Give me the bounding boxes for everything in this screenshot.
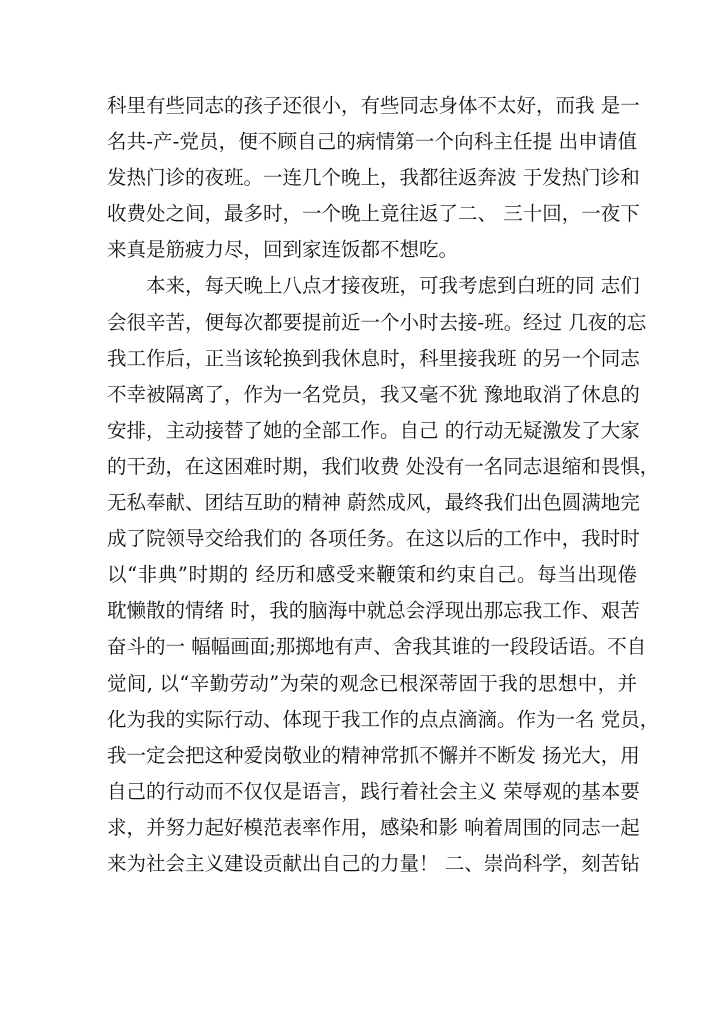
text-line: 收费处之间，最多时，一个晚上竟往返了二、 三十回，一夜下 [107, 202, 640, 226]
text-line: 名共-产-党员，便不顾自己的病情第一个向科主任提 出申请值 [107, 130, 637, 154]
text-line: 觉间, 以“辛勤劳动”为荣的观念已根深蒂固于我的思想中，并 [107, 671, 637, 695]
text-line: 来为社会主义建设贡献出自己的力量！ 二、崇尚科学，刻苦钻 [107, 851, 640, 875]
text-line: 自己的行动而不仅仅是语言，践行着社会主义 荣辱观的基本要 [107, 779, 640, 803]
body-text [107, 88, 660, 882]
text-line: 来真是筋疲力尽，回到家连饭都不想吃。 [107, 238, 459, 262]
text-line: 化为我的实际行动、体现于我工作的点点滴滴。作为一名 党员， [107, 707, 660, 731]
text-line: 求，并努力起好模范表率作用，感染和影 响着周围的同志一起 [107, 815, 640, 839]
text-line: 安排，主动接替了她的全部工作。自己 的行动无疑激发了大家 [107, 418, 640, 442]
text-line: 无私奉献、团结互助的精神 蔚然成风，最终我们出色圆满地完 [107, 491, 640, 515]
text-line: 成了院领导交给我们的 各项任务。在这以后的工作中，我时时 [107, 527, 640, 551]
paragraph-first-line: 本来，每天晚上八点才接夜班，可我考虑到白班的同 志们 [146, 274, 640, 298]
text-line: 发热门诊的夜班。一连几个晚上，我都往返奔波 于发热门诊和 [107, 166, 640, 190]
text-line: 奋斗的一 幅幅画面;那掷地有声、舍我其谁的一段段话语。不自 [107, 635, 647, 659]
text-line: 以“非典”时期的 经历和感受来鞭策和约束自己。每当出现倦 [107, 563, 637, 587]
text-line: 科里有些同志的孩子还很小，有些同志身体不太好，而我 是一 [107, 94, 640, 117]
text-line: 我一定会把这种爱岗敬业的精神常抓不懈并不断发 扬光大，用 [107, 743, 640, 767]
text-line: 会很辛苦，便每次都要提前近一个小时去接-班。经过 几夜的忘 [107, 310, 647, 334]
text-line: 我工作后，正当该轮换到我休息时，科里接我班 的另一个同志 [107, 346, 640, 370]
text-line: 不幸被隔离了，作为一名党员，我又毫不犹 豫地取消了休息的 [107, 382, 640, 406]
text-line: 的干劲，在这困难时期，我们收费 处没有一名同志退缩和畏惧， [107, 454, 660, 478]
text-line: 耽懒散的情绪 时，我的脑海中就总会浮现出那忘我工作、艰苦 [107, 599, 640, 623]
